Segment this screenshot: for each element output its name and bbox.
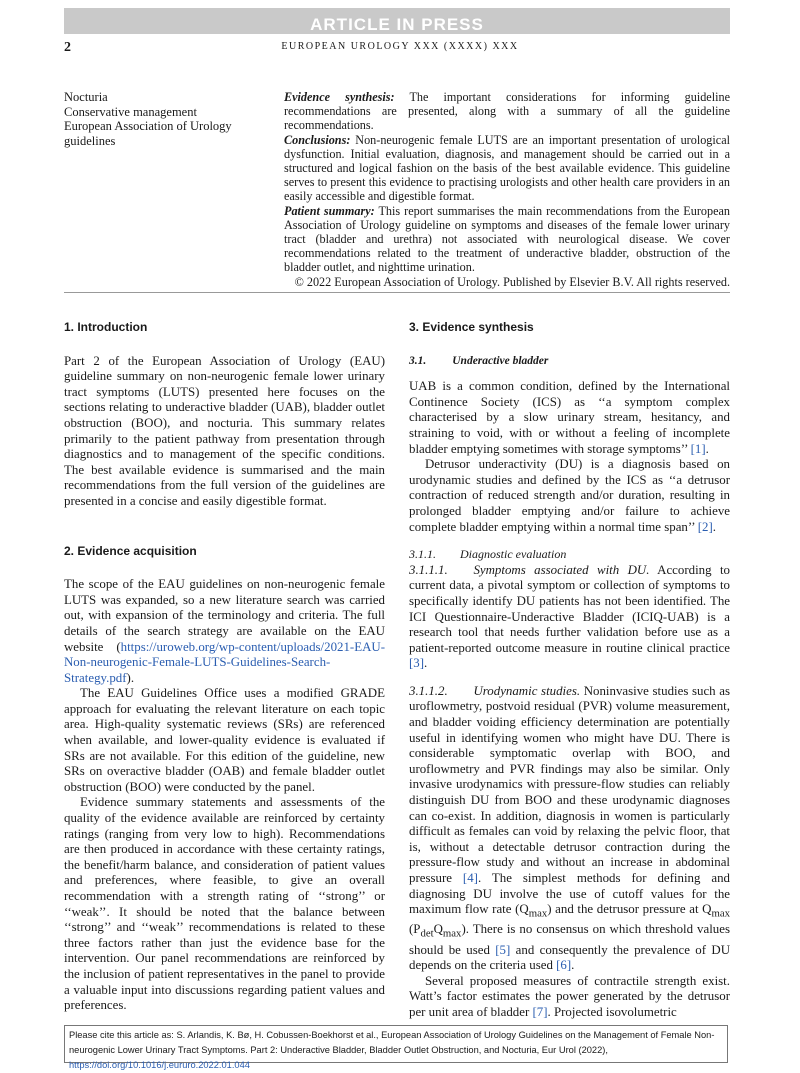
du-definition-paragraph: Detrusor underactivity (DU) is a diagnosis based on urodynamic studies and defined by the ICS as ‘‘a detrusor contraction of reduced strength and/or duration, resulting in prolonged bladder emptying and/or failure to achieve complete bladder emptying within a normal time span’’ [2]. — [409, 457, 730, 534]
section-heading-introduction: 1. Introduction — [64, 320, 148, 334]
divider — [64, 292, 730, 293]
journal-running-header: EUROPEAN UROLOGY XXX (XXXX) XXX — [281, 41, 519, 52]
subsection-heading-underactive-bladder: 3.1. Underactive bladder — [409, 354, 549, 367]
abstract-patient-summary: Patient summary: This report summarises the main recommendations from the European Association of Urology guideline on symptoms and diseases of the female lower urinary tract (bladder and urethra) not associated with neurological disease. We cover recommendations related to the treatment of underactive bladder, obstruction of the bladder outlet, and nighttime urination. — [284, 203, 730, 275]
abstract — [284, 90, 730, 289]
page-number: 2 — [64, 40, 71, 55]
section-heading-evidence-acquisition: 2. Evidence acquisition — [64, 543, 197, 558]
reference-link[interactable]: [6] — [556, 958, 572, 973]
reference-link[interactable]: [3] — [409, 656, 425, 671]
acquisition-paragraph-3: Evidence summary statements and assessments of the quality of the evidence available are reinforced by certainty ratings (ranging from very low to high). Recommendations are then produced in accordance with these certainty ratings, the benefit/harm balance, and consideration of patient values and preferences, where feasible, to give an overall recommendation with a strength rating of ‘‘strong’’ or ‘‘weak’’. It should be noted that the balance between ‘‘strong’’ and ‘‘weak’’ recommendations is related to these three factors rather than just the evidence base for the intervention. Our panel recommendations are reinforced by the inclusion of patient representatives in the panel to provide a valuable input into discussions regarding patient values and preferences. — [64, 795, 385, 1013]
acquisition-paragraph-2: The EAU Guidelines Office uses a modified GRADE approach for evaluating the relevant literature on each topic area. High-quality systematic reviews (SRs) are referenced when available, and lower-quality evidence is evaluated if SRs are not available. For this edition of the guideline, new SRs on overactive bladder (OAB) and female bladder outlet obstruction (BOO) were conducted by the panel. — [64, 686, 385, 794]
intro-paragraph: Part 2 of the European Association of Urology (EAU) guideline summary on non-neurogenic female lower urinary tract symptoms (LUTS) presented here focuses on the sections relating to underactive bladder (UAB), bladder outlet obstruction (BOO), and nocturia. This summary relates primarily to the patient pathway from presentation through diagnostics and to management of the specific conditions. The best available evidence is summarised and the main recommendations from the full version of the guidelines are presented in a concise and easily digestible format. — [64, 353, 385, 508]
doi-link[interactable]: https://doi.org/10.1016/j.eururo.2022.01.044 — [69, 1060, 250, 1070]
reference-link[interactable]: [4] — [462, 871, 478, 885]
keyword: Conservative management — [64, 104, 197, 119]
reference-link[interactable]: [2] — [697, 519, 713, 534]
search-strategy-link[interactable]: https://uroweb.org/wp-content/uploads/2021-EAU-Non-neurogenic-Female-LUTS-Guidelines-Search-Strategy.pdf — [64, 639, 385, 685]
symptoms-paragraph: 3.1.1.1. Symptoms associated with DU. According to current data, a pivotal symptom or collection of symptoms to specifically identify DU patients has not been identified. The ICI Questionnaire-Underactive Bladder (ICIQ-UAB) is a research tool that needs further validation before use as a patient-reported outcome measure in routine clinical practice [3]. — [409, 562, 730, 671]
copyright: © 2022 European Association of Urology. Published by Elsevier B.V. All rights reserved. — [294, 274, 730, 289]
abstract-conclusions: Conclusions: Non-neurogenic female LUTS are an important presentation of urological dysfunction. Initial evaluation, diagnosis, and management should be carried out in a structured and logical fashion on the basis of the best available evidence. This guideline serves to present this evidence to practising urologists and other health care providers in an easily accessible and digestible format. — [284, 132, 730, 204]
citation-box: Please cite this article as: S. Arlandis, K. Bø, H. Cobussen-Boekhorst et al., European Association of Urology Guidelines on the Management of Female Non-neurogenic Lower Urinary Tract Symptoms. Part 2: Underactive Bladder, Bladder Outlet Obstruction, and Nocturia, Eur Urol (2022), https://doi.org/10.1016/j.eururo.2022.01.044 — [64, 1025, 728, 1063]
abstract-evidence-synthesis: Evidence synthesis: The important considerations for informing guideline recommendations are presented, along with a summary of all the guideline recommendations. — [284, 90, 730, 133]
right-column — [409, 320, 730, 1021]
left-column — [64, 320, 385, 1014]
subsubsection-heading-diagnostic-evaluation: 3.1.1. Diagnostic evaluation — [409, 547, 567, 562]
urodynamic-studies-paragraph: 3.1.1.2. Urodynamic studies. Noninvasive studies such as uroflowmetry, postvoid residual (PVR) volume measurement, and bladder voiding efficiency determination are potentially useful in identifying women who might have DU. There is considerable symptomatic overlap with BOO, and uroflowmetry and PVR findings may also be similar. Only invasive urodynamics with pressure-flow studies can reliably distinguish DU from BOO and these urodynamic diagnoses can co-exist. In addition, diagnosis in women is particularly difficult as females can void by relaxing the pelvic floor, that is, without a detectable detrusor contraction during the pressure-flow study and without an increase in abdominal pressure [4]. The simplest methods for defining and diagnosing DU involve the use of cutoff values for the maximum flow rate $(Q_{max})$ and the detrusor pressure at $Q_{max}$ $(P_{det}Q_{max})$. There is no consensus on which threshold values should be used [5] and consequently the prevalence of DU depends on the criteria used [6]. — [409, 683, 731, 973]
keyword: Nocturia — [64, 90, 108, 104]
reference-link[interactable]: [1] — [690, 441, 706, 456]
keywords-list — [64, 90, 264, 148]
reference-link[interactable]: [7] — [532, 1004, 548, 1019]
uab-definition-paragraph: UAB is a common condition, defined by the International Continence Society (ICS) as ‘‘a symptom complex characterised by a slow urinary stream, hesitancy, and straining to void, with or without a feeling of incomplete bladder emptying sometimes with storage symptoms’’ [1]. — [409, 379, 730, 456]
reference-link[interactable]: [5] — [495, 942, 511, 957]
section-heading-evidence-synthesis: 3. Evidence synthesis — [409, 320, 534, 334]
keyword: European Association of Urology guidelines — [64, 119, 232, 148]
contractile-strength-paragraph: Several proposed measures of contractile strength exist. Watt’s factor estimates the power generated by the detrusor per unit area of bladder [7]. Projected isovolumetric — [409, 973, 730, 1019]
article-in-press-banner: ARTICLE IN PRESS — [64, 8, 730, 34]
acquisition-paragraph-1: The scope of the EAU guidelines on non-neurogenic female LUTS was expanded, so a new literature search was carried out, with expansion of the terminology and criteria. The full details of the search strategy are available on the EAU website (https://uroweb.org/wp-content/uploads/2021-EAU-Non-neurogenic-Female-LUTS-Guidelines-Search-Strategy.pdf). — [64, 577, 385, 685]
